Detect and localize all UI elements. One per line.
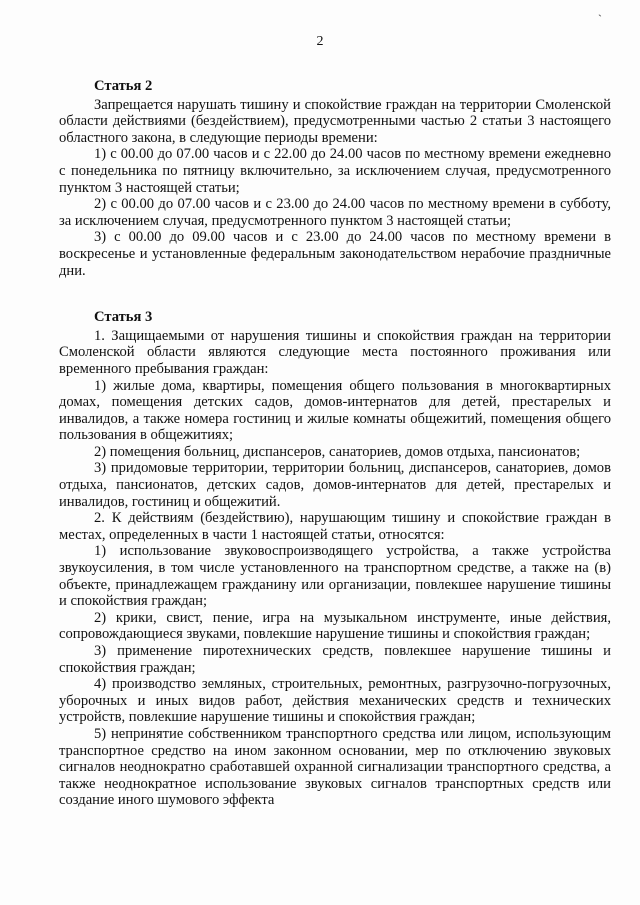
corner-mark: ` xyxy=(598,12,602,26)
article-3-part-1-item-2: 2) помещения больниц, диспансеров, санаториев, домов отдыха, пансионатов; xyxy=(94,443,581,460)
article-3-heading: Статья 3 xyxy=(94,309,153,326)
article-2-item-1: 1) с 00.00 до 07.00 часов и с 22.00 до 24.00 часов по местному времени ежедневно с понедельника по пятницу включительно, за исключением случая, предусмотренного пунктом 3 настоящей статьи; xyxy=(59,146,611,196)
article-3-part-2-item-3: 3) применение пиротехнических средств, повлекшее нарушение тишины и спокойствия граждан; xyxy=(59,643,611,676)
section-spacer xyxy=(59,279,611,309)
article-3-part-2-item-4: 4) производство земляных, строительных, ремонтных, разгрузочно-погрузочных, уборочных и иных видов работ, действия механических средств и технических устройств, повлекшие нарушение тишины и спокойствия граждан; xyxy=(59,676,611,726)
article-3-part-2-item-5: 5) непринятие собственником транспортного средства или лицом, использующим транспортное средство на ином законном основании, мер по отключению звуковых сигналов неоднократно сработавшей охранной сигнализации транспортного средства, а также неоднократное использование звуковых сигналов транспортных средств или создание иного шумового эффекта xyxy=(59,725,611,809)
page-number: 2 xyxy=(316,34,324,49)
article-3-part-2-item-2: 2) крики, свист, пение, игра на музыкальном инструменте, иные действия, сопровождающиеся звуками, повлекшие нарушение тишины и спокойствия граждан; xyxy=(59,609,611,643)
article-3-part-1: 1. Защищаемыми от нарушения тишины и спокойствия граждан на территории Смоленской области являются следующие места постоянного проживания или временного пребывания граждан: xyxy=(59,327,611,377)
article-2-intro: Запрещается нарушать тишину и спокойствие граждан на территории Смоленской области действиями (бездействием), предусмотренными частью 2 статьи 3 настоящего областного закона, в следующие периоды времени: xyxy=(59,96,611,146)
article-2-item-2: 2) с 00.00 до 07.00 часов и с 23.00 до 24.00 часов по местному времени в субботу, за исключением случая, предусмотренного пунктом 3 настоящей статьи; xyxy=(59,196,611,229)
article-3-part-1-item-1: 1) жилые дома, квартиры, помещения общего пользования в многоквартирных домах, помещения детских садов, домов-интернатов для детей, престарелых и инвалидов, а также номера гостиниц и жилые комнаты общежитий, помещения общего пользования в общежитиях; xyxy=(59,377,611,444)
article-3-part-2: 2. К действиям (бездействию), нарушающим тишину и спокойствие граждан в местах, определенных в части 1 настоящей статьи, относятся: xyxy=(59,510,611,543)
article-2-item-3: 3) с 00.00 до 09.00 часов и с 23.00 до 24.00 часов по местному времени в воскресенье и установленные федеральным законодательством нерабочие праздничные дни. xyxy=(59,229,611,279)
document-body xyxy=(59,78,611,809)
article-3-part-1-item-3: 3) придомовые территории, территории больниц, диспансеров, санаториев, домов отдыха, пансионатов, детских садов, домов-интернатов для детей, престарелых и инвалидов, гостиниц и общежитий. xyxy=(59,460,611,510)
article-3-part-2-item-1: 1) использование звуковоспроизводящего устройства, а также устройства звукоусиления, в том числе установленного на транспортном средстве, а также на (в) объекте, принадлежащем гражданину или организации, повлекшее нарушение тишины и спокойствия граждан; xyxy=(59,543,611,610)
article-2-heading: Статья 2 xyxy=(94,78,153,94)
